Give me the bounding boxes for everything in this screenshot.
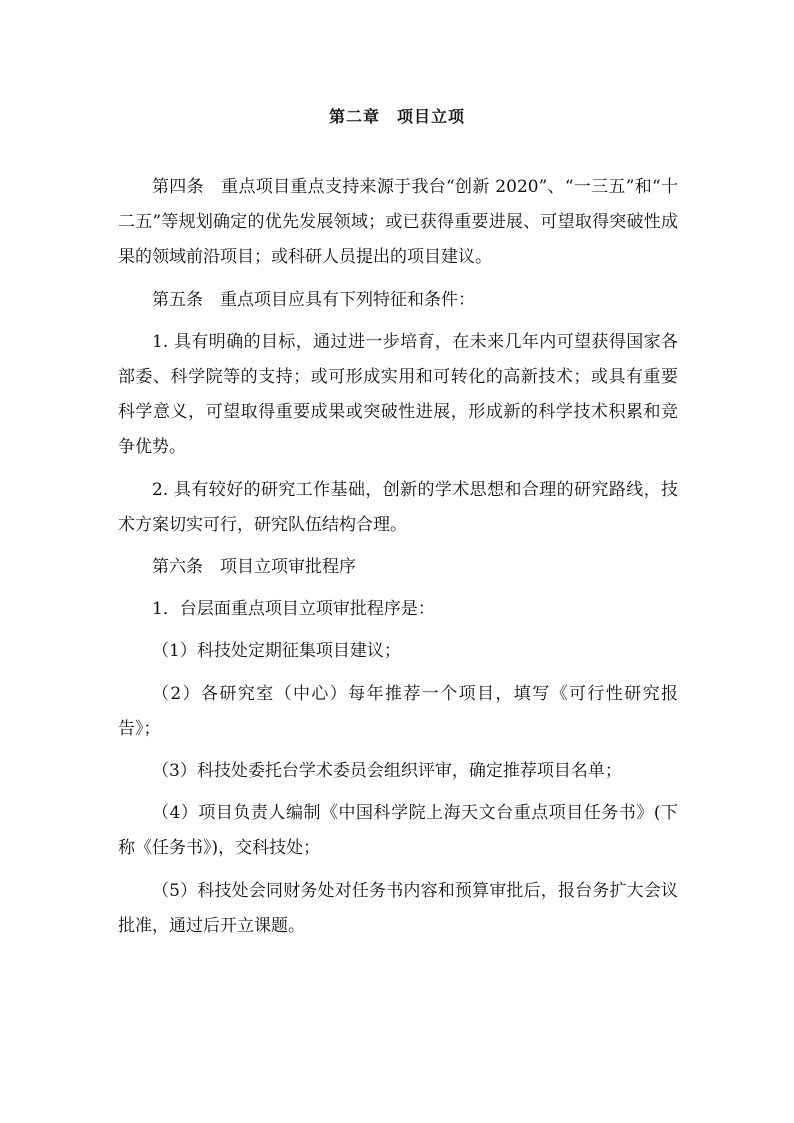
article-label: 第五条 [152,289,203,310]
paragraph-text: 重点项目重点支持来源于我台“创新 2020”、“一三五”和“十二五”等规划确定的优先发展领域；或已获得重要进展、可望取得突破性成果的领域前沿项目；或科研人员提出的项目建议。 [118,177,678,268]
paragraph-text: 重点项目应具有下列特征和条件： [220,289,475,310]
paragraph-article-6 [118,550,678,585]
paragraph-step-4: （4）项目负责人编制《中国科学院上海天文台重点项目任务书》(下称《任务书》)，交科技处； [118,803,678,859]
chapter-title: 第二章 项目立项 [328,107,465,126]
paragraph-text: 项目立项审批程序 [220,557,356,578]
paragraph-step-3: （3）科技处委托台学术委员会组织评审，确定推荐项目名单； [152,761,622,782]
paragraph-article-5 [118,283,678,318]
paragraph-step-1: （1）科技处定期征集项目建议； [152,641,401,662]
paragraph-procedure-intro: 1．台层面重点项目立项审批程序是： [152,599,435,620]
paragraph-step-2: （2）各研究室（中心）每年推荐一个项目，填写《可行性研究报告》； [118,683,678,739]
paragraph-article-4 [118,170,678,276]
paragraph-condition-1: 1. 具有明确的目标，通过进一步培育，在未来几年内可望获得国家各部委、科学院等的支持；或可形成实用和可转化的高新技术；或具有重要科学意义，可望取得重要成果或突破性进展，形成新的科学技术积累和竞争优势。 [118,331,678,458]
article-label: 第六条 [152,557,203,578]
document-body [118,170,678,944]
article-label: 第四条 [152,177,204,197]
paragraph-condition-2: 2. 具有较好的研究工作基础，创新的学术思想和合理的研究路线，技术方案切实可行，研究队伍结构合理。 [118,479,678,535]
paragraph-step-5: （5）科技处会同财务处对任务书内容和预算审批后，报台务扩大会议批准，通过后开立课题。 [118,880,678,936]
